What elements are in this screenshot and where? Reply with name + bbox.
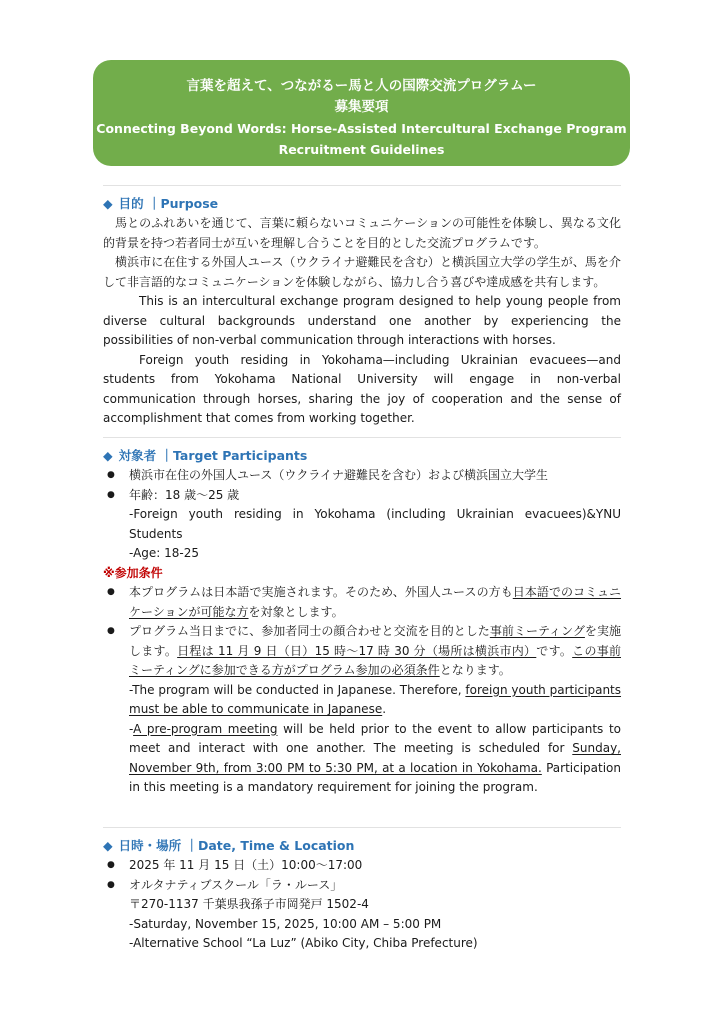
- diamond-icon: ◆: [103, 196, 113, 211]
- diamond-icon: ◆: [103, 838, 113, 853]
- subtitle-en: Recruitment Guidelines: [278, 142, 445, 157]
- condition-en1: -The program will be conducted in Japanese. Therefore, foreign youth participants must be able to communicate in Japanese.: [129, 682, 622, 716]
- condition-en2: -A pre-program meeting will be held prior to the event to allow participants to meet and interact with one another. The meeting is scheduled for Sunday, November 9th, from 3:00 PM to 5:30 PM, at a location in Yokohama. Participation in this meeting is a mandatory requirement for joining the program.: [129, 721, 621, 794]
- target-en2: -Age: 18-25: [129, 546, 200, 560]
- list-item: ● オルタナティブスクール「ラ・ルース」: [103, 876, 621, 896]
- purpose-p2: 横浜市に在住する外国人ユース（ウクライナ避難民を含む）と横浜国立大学の学生が、馬を介して非言語的なコミュニケーションを体験しながら、協力し合う喜びや達成感を共有します。: [103, 255, 621, 289]
- divider: [103, 185, 621, 186]
- header-banner: [93, 60, 630, 166]
- title-en: Connecting Beyond Words: Horse-Assisted Intercultural Exchange Program: [96, 121, 627, 136]
- bullet-icon: ●: [107, 626, 115, 636]
- list-item: ● プログラム当日までに、参加者同士の顔合わせと交流を目的とした事前ミーティングを実施します。日程は 11 月 9 日（日）15 時～17 時 30 分（場所は横浜市内）です。この事前ミーティングに参加できる方がプログラム参加の必須条件となります。: [107, 624, 621, 677]
- target-heading: ◆ 対象者 ｜Target Participants: [103, 448, 308, 463]
- diamond-icon: ◆: [103, 448, 113, 463]
- divider: [103, 437, 621, 438]
- subtitle-jp: 募集要項: [334, 99, 389, 115]
- list-item: ● 年齢：18 歳～25 歳: [103, 486, 621, 506]
- list-item: ● 本プログラムは日本語で実施されます。そのため、外国人ユースの方も日本語でのコミュニケーションが可能な方を対象とします。: [107, 585, 622, 619]
- title-jp: 言葉を超えて、つながるー馬と人の国際交流プログラムー: [186, 78, 537, 94]
- target-en1: -Foreign youth residing in Yokohama (including Ukrainian evacuees)&YNU Students: [129, 507, 621, 541]
- address: 〒270-1137 千葉県我孫子市岡発戸 1502-4: [129, 897, 369, 911]
- bullet-icon: ●: [107, 587, 115, 597]
- purpose-p3: This is an intercultural exchange program designed to help young people from diverse cultural backgrounds understand one another by experiencing the possibilities of non-verbal communication through interactions with horses.: [103, 294, 621, 347]
- purpose-p1: 馬とのふれあいを通じて、言葉に頼らないコミュニケーションの可能性を体験し、異なる文化的背景を持つ若者同士が互いを理解し合うことを目的とした交流プログラムです。: [103, 216, 621, 250]
- bullet-icon: ●: [107, 879, 115, 890]
- target-section: [103, 446, 621, 798]
- datetime-en1: -Saturday, November 15, 2025, 10:00 AM – 5:00 PM: [129, 916, 442, 931]
- bullet-icon: ●: [107, 489, 115, 500]
- purpose-p4: Foreign youth residing in Yokohama—including Ukrainian evacuees—and students from Yokohama National University will engage in non-verbal communication through horses, sharing the joy of cooperation and the sense of accomplishment that comes from working together.: [103, 352, 621, 425]
- purpose-heading: ◆ 目的 ｜Purpose: [103, 196, 219, 211]
- conditions-label: ※参加条件: [103, 565, 163, 580]
- bullet-icon: ●: [107, 860, 115, 870]
- purpose-section: [103, 194, 621, 429]
- datetime-heading: ◆ 日時・場所 ｜Date, Time & Location: [103, 838, 355, 853]
- divider: [103, 827, 621, 828]
- datetime-section: [103, 836, 621, 954]
- list-item: ● 横浜市在住の外国人ユース（ウクライナ避難民を含む）および横浜国立大学生: [103, 466, 621, 486]
- list-item: ● 2025 年 11 月 15 日（土）10:00～17:00: [103, 856, 621, 876]
- bullet-icon: ●: [107, 470, 115, 480]
- datetime-en2: -Alternative School “La Luz” (Abiko City, Chiba Prefecture): [129, 936, 478, 950]
